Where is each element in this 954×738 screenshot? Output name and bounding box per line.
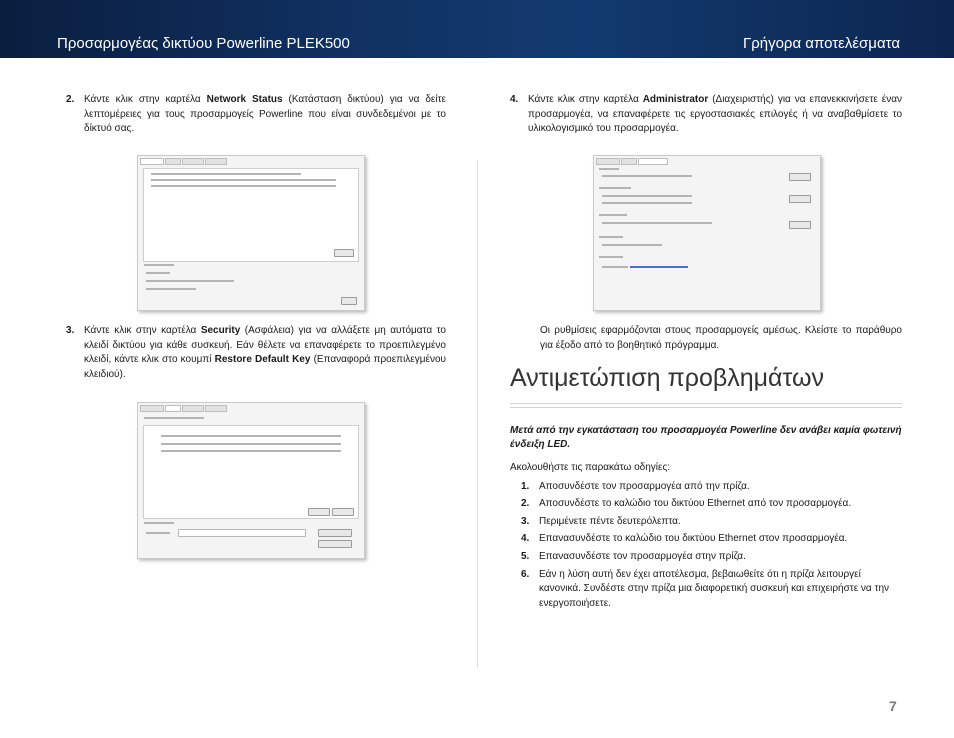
- instructions-intro: Ακολουθήστε τις παρακάτω οδηγίες:: [510, 461, 671, 473]
- step-3: [66, 324, 446, 382]
- step-number: 3.: [66, 325, 75, 336]
- step-4: [510, 93, 902, 137]
- page-header: [0, 0, 954, 58]
- step-number: 4.: [510, 94, 519, 105]
- page-number: 7: [889, 698, 897, 714]
- document-title: Προσαρμογέας δικτύου Powerline PLEK500: [57, 35, 350, 52]
- step-2: [66, 93, 446, 137]
- list-item: 6. Εάν η λύση αυτή δεν έχει αποτέλεσμα, βεβαιωθείτε ότι η πρίζα λειτουργεί κανονικά. Συνδέστε στην πρίζα μια διαφορετική συσκευή και επιχειρήστε να την ενεργοποιήσετε.: [521, 568, 890, 609]
- troubleshooting-heading: Αντιμετώπιση προβλημάτων: [510, 364, 825, 393]
- left-column-lower: [66, 324, 446, 382]
- step-text: Κάντε κλικ στην καρτέλα Administrator (Διαχειριστής) για να επανεκκινήσετε έναν προσαρμογέα, να επαναφέρετε τις εργοστασιακές επιλογές ή να αναβαθμίσετε το υλικολογισμικό του προσαρμογέα.: [528, 94, 902, 135]
- step-text: Κάντε κλικ στην καρτέλα Network Status (Κατάσταση δικτύου) για να δείτε λεπτομέρειες για τους προσαρμογείς Powerline που είναι συνδεδεμένοι με το δίκτυό σας.: [84, 94, 446, 135]
- list-item: 5. Επανασυνδέστε τον προσαρμογέα στην πρίζα.: [521, 550, 746, 562]
- step-number: 2.: [66, 94, 75, 105]
- list-item: 3. Περιμένετε πέντε δευτερόλεπτα.: [521, 515, 681, 527]
- settings-note: Οι ρυθμίσεις εφαρμόζονται στους προσαρμογείς αμέσως. Κλείστε το παράθυρο για έξοδο από το βοηθητικό πρόγραμμα.: [540, 325, 902, 351]
- troubleshooting-steps: [510, 480, 902, 612]
- administrator-screenshot: [593, 155, 821, 311]
- security-screenshot: [137, 402, 365, 559]
- list-item: 2. Αποσυνδέστε το καλώδιο του δικτύου Ethernet από τον προσαρμογέα.: [521, 498, 852, 510]
- network-status-screenshot: [137, 155, 365, 311]
- list-item: 4. Επανασυνδέστε το καλώδιο του δικτύου Ethernet στον προσαρμογέα.: [521, 533, 848, 545]
- right-column-lower: [510, 324, 902, 614]
- right-column: [510, 93, 902, 137]
- left-column: [66, 93, 446, 137]
- list-item: 1. Αποσυνδέστε τον προσαρμογέα από την πρίζα.: [521, 480, 750, 492]
- step-text: Κάντε κλικ στην καρτέλα Security (Ασφάλεια) για να αλλάξετε μη αυτόματα το κλειδί δικτύου για κάθε συσκευή. Εάν θέλετε να επαναφέρετε το προεπιλεγμένο κλειδί, κάντε κλικ στο κουμπί Restore Default Key (Επαναφορά προεπιλεγμένου κλειδιού).: [84, 325, 446, 380]
- problem-statement: Μετά από την εγκατάσταση του προσαρμογέα Powerline δεν ανάβει καμία φωτεινή ένδειξη LED.: [510, 424, 902, 451]
- section-title: Γρήγορα αποτελέσματα: [742, 35, 900, 52]
- column-divider: [477, 160, 478, 668]
